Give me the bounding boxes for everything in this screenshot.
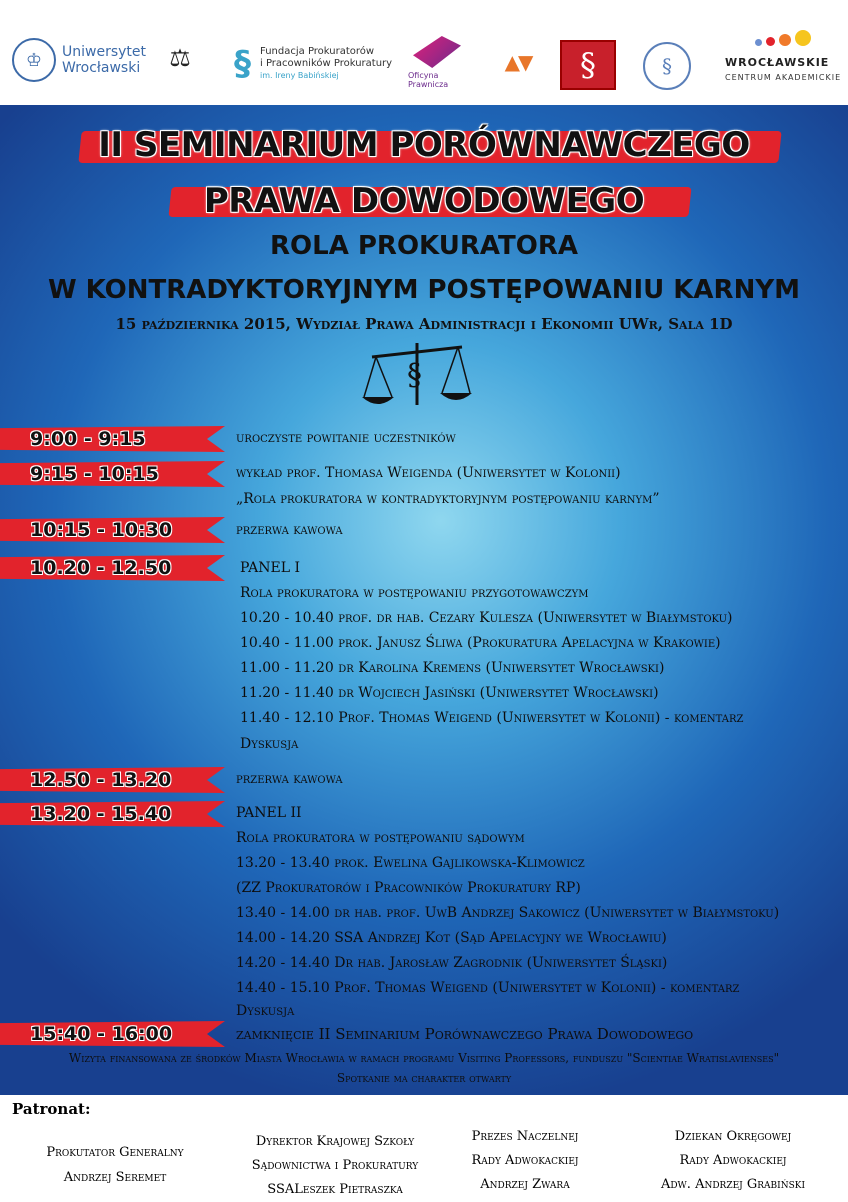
open-note: Spotkanie ma charakter otwarty [336, 1071, 512, 1085]
patronat-label: Patronat: [12, 1100, 91, 1118]
scales-of-justice-icon [362, 335, 472, 415]
uwr-name-line2: Wrocławski [62, 60, 141, 76]
schedule-line: 14.00 - 14.20 SSA Andrzej Kot (Sąd Apelacyjny we Wrocławiu) [236, 930, 667, 946]
patron-2-line: Dyrektor Krajowej Szkoły [255, 1134, 415, 1149]
paragraph-red-logo-icon: § [560, 40, 616, 90]
time-label-1: 9:00 - 9:15 [30, 428, 146, 450]
patron-3 [440, 1125, 610, 1197]
wroclaw-city-logo-icon: ▲▼ [504, 50, 532, 74]
schedule-line: 14.20 - 14.40 Dr hab. Jarosław Zagrodnik (Uniwersytet Śląski) [236, 955, 668, 971]
patron-1 [20, 1140, 210, 1190]
school-seal-logo-icon: § [643, 42, 691, 90]
fund-line2: i Pracowników Prokuratury [260, 58, 393, 69]
schedule-line: „Rola prokuratora w kontradyktoryjnym postępowaniu karnym” [236, 491, 660, 507]
patron-4 [628, 1125, 838, 1197]
funding-note: Wizyta finansowana ze środków Miasta Wrocławia w ramach programu Visiting Professors, funduszu "Scientiae Wratislavienses" [68, 1051, 780, 1065]
time-label-7: 15:40 - 16:00 [30, 1023, 173, 1045]
oficyna-logo [408, 36, 466, 89]
schedule-line: wykład prof. Thomasa Weigenda (Uniwersytet w Kolonii) [236, 465, 621, 481]
schedule-line: 10.40 - 11.00 prok. Janusz Śliwa (Prokuratura Apelacyjna w Krakowie) [240, 635, 721, 651]
title-line1: II SEMINARIUM PORÓWNAWCZEGO [98, 125, 750, 165]
schedule-line: uroczyste powitanie uczestników [236, 430, 456, 446]
schedule-line: (ZZ Prokuratorów i Pracowników Prokuratury RP) [236, 880, 581, 896]
schedule-line: 10.20 - 10.40 prof. dr hab. Cezary Kulesza (Uniwersytet w Białymstoku) [240, 610, 733, 626]
schedule-line: Rola prokuratora w postępowaniu przygotowawczym [240, 585, 589, 601]
subtitle-line2: W KONTRADYKTORYJNYM POSTĘPOWANIU KARNYM [47, 275, 801, 305]
wca-small: CENTRUM AKADEMICKIE [725, 73, 842, 82]
fund-line1: Fundacja Prokuratorów [260, 46, 375, 57]
justice-statue-logo-icon: ⚖ [169, 44, 191, 72]
title-line2: PRAWA DOWODOWEGO [203, 181, 645, 221]
date-place: 15 października 2015, Wydział Prawa Administracji i Ekonomii UWr, Sala 1D [115, 315, 733, 333]
time-label-6: 13.20 - 15.40 [30, 803, 172, 825]
patron-3-line: Prezes Naczelnej [471, 1129, 579, 1144]
colored-dots-icon [755, 30, 811, 46]
patron-4-line: Dziekan Okręgowej [674, 1129, 792, 1144]
patron-3-line: Andrzej Zwara [480, 1177, 570, 1192]
time-label-3: 10:15 - 10:30 [30, 519, 173, 541]
book-icon [413, 36, 461, 68]
patron-2 [230, 1130, 440, 1202]
schedule-line: Dyskusja [240, 736, 299, 752]
schedule-line: Dyskusja [236, 1003, 295, 1019]
wca-big: WROCŁAWSKIE [725, 56, 830, 69]
logo-strip [0, 0, 848, 105]
oficyna-caption: Oficyna Prawnicza [408, 71, 449, 89]
schedule-line: 14.40 - 15.10 Prof. Thomas Weigend (Uniwersytet w Kolonii) - komentarz [236, 980, 740, 996]
schedule-line: PANEL I [240, 560, 300, 576]
fund-sub: im. Ireny Babińskiej [260, 71, 339, 80]
schedule-line: 11.00 - 11.20 dr Karolina Kremens (Uniwersytet Wrocławski) [240, 660, 665, 676]
eagle-crest-icon: ♔ [12, 38, 56, 82]
wca-logo [725, 30, 841, 82]
schedule-line: PANEL II [236, 805, 302, 821]
schedule-line: 13.40 - 14.00 dr hab. prof. UwB Andrzej Sakowicz (Uniwersytet w Białymstoku) [236, 905, 780, 921]
time-label-5: 12.50 - 13.20 [30, 769, 172, 791]
time-label-4: 10.20 - 12.50 [30, 557, 172, 579]
schedule-line: 11.40 - 12.10 Prof. Thomas Weigend (Uniwersytet w Kolonii) - komentarz [240, 710, 744, 726]
uwr-logo [12, 38, 146, 82]
svg-text:§: § [407, 358, 422, 393]
schedule-line: przerwa kawowa [236, 771, 343, 787]
patron-4-line: Rady Adwokackiej [679, 1153, 787, 1168]
patron-2-line: Sądownictwa i Prokuratury [251, 1158, 419, 1173]
schedule-line: zamknięcie II Seminarium Porównawczego Prawa Dowodowego [236, 1025, 694, 1043]
schedule-line: 11.20 - 11.40 dr Wojciech Jasiński (Uniwersytet Wrocławski) [240, 685, 659, 701]
patron-1-line: Andrzej Seremet [63, 1170, 167, 1185]
patron-3-line: Rady Adwokackiej [471, 1153, 579, 1168]
uwr-name-line1: Uniwersytet [62, 44, 146, 60]
patron-4-line: Adw. Andrzej Grabiński [660, 1177, 806, 1192]
paragraph-s-icon: § [234, 44, 251, 84]
patron-1-line: Prokutator Generalny [46, 1145, 184, 1160]
foundation-logo [234, 44, 392, 84]
patron-2-line: SSALeszek Pietraszka [267, 1182, 403, 1197]
schedule-line: Rola prokuratora w postępowaniu sądowym [236, 830, 525, 846]
schedule-line: 13.20 - 13.40 prok. Ewelina Gajlikowska-Klimowicz [236, 855, 585, 871]
schedule-line: przerwa kawowa [236, 522, 343, 538]
subtitle-line1: ROLA PROKURATORA [270, 231, 578, 261]
time-label-2: 9:15 - 10:15 [30, 463, 159, 485]
